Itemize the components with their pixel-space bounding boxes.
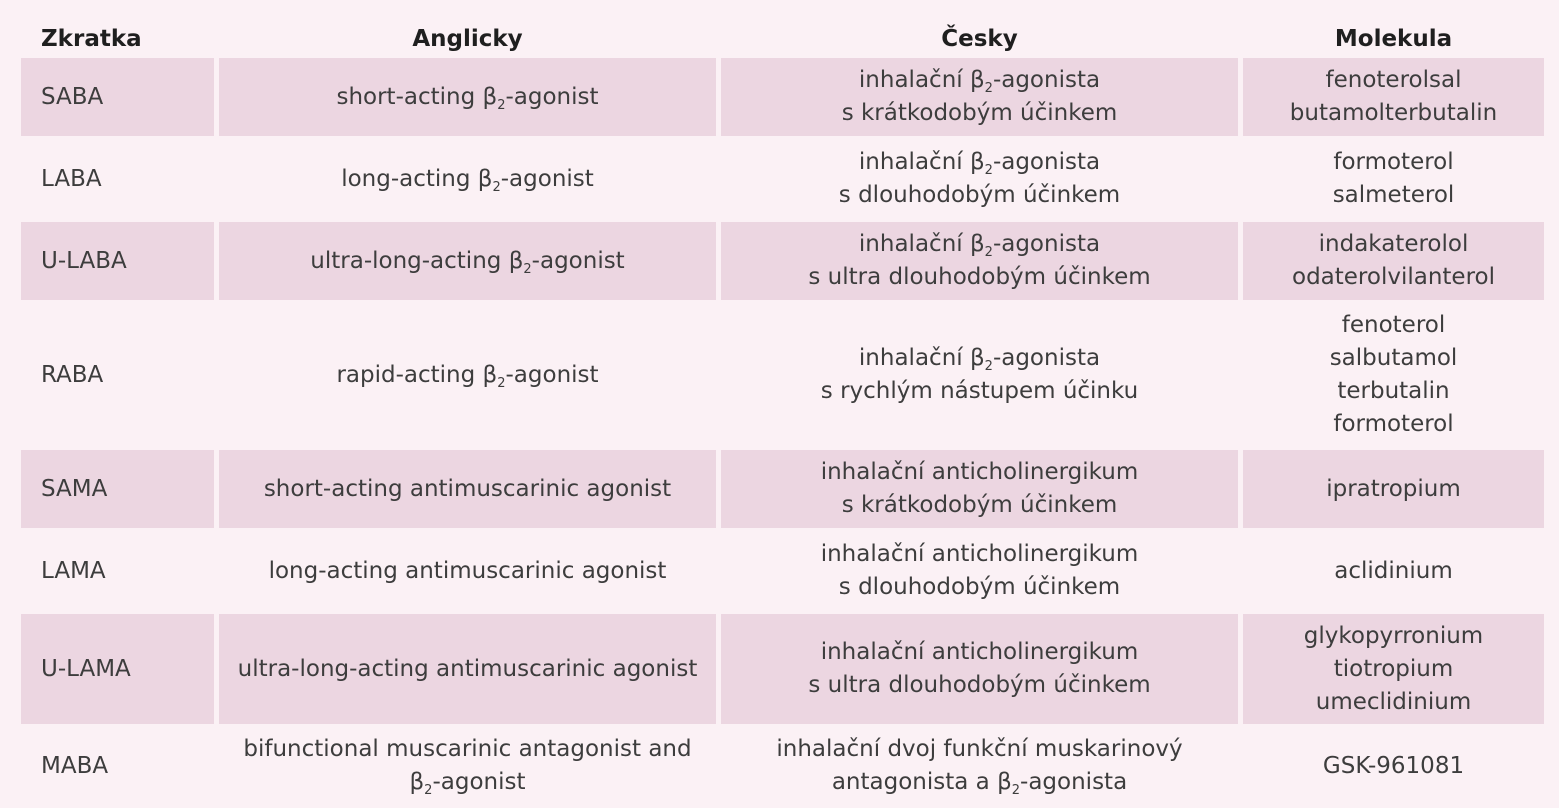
cell-abbreviation: U-LABA: [21, 222, 214, 300]
cell-english: [219, 728, 716, 804]
table-row: [21, 140, 1544, 218]
cell-czech: [721, 614, 1238, 724]
cell-line: short-acting $\beta_2$-agonist: [336, 83, 599, 113]
cell-english: [219, 222, 716, 300]
cell-czech: [721, 450, 1238, 528]
header-cesky: Česky: [941, 26, 1018, 52]
cell-line: butamolterbutalin: [1289, 100, 1498, 126]
cell-english: [219, 140, 716, 218]
cell-line: tiotropium: [1333, 655, 1454, 682]
cell-line: salbutamol: [1329, 345, 1458, 371]
header-molekula: Molekula: [1334, 26, 1453, 52]
header-anglicky: Anglicky: [412, 26, 523, 52]
cell-molecule: [1243, 450, 1544, 528]
cell-line: formoterol: [1333, 149, 1454, 175]
cell-line: s krátkodobým účinkem: [841, 492, 1118, 518]
cell-molecule: [1243, 614, 1544, 724]
table-row: [21, 728, 1544, 804]
cell-abbreviation: SABA: [21, 58, 214, 136]
cell-line: s rychlým nástupem účinku: [820, 378, 1139, 404]
cell-english: [219, 614, 716, 724]
cell-molecule: [1243, 222, 1544, 300]
cell-line: inhalační $\beta_2$-agonista: [858, 149, 1101, 178]
cell-english: [219, 450, 716, 528]
cell-line: short-acting antimuscarinic agonist: [263, 475, 672, 502]
cell-line: $\beta_2$-agonist: [409, 769, 526, 798]
cell-line: rapid-acting $\beta_2$-agonist: [336, 361, 599, 391]
header-zkratka: Zkratka: [41, 26, 142, 52]
cell-czech: [721, 222, 1238, 300]
cell-english: [219, 304, 716, 446]
cell-english: [219, 58, 716, 136]
cell-line: terbutalin: [1337, 378, 1450, 404]
cell-molecule: [1243, 728, 1544, 804]
table-row: [21, 222, 1544, 300]
cell-abbreviation: SAMA: [21, 450, 214, 528]
cell-czech: [721, 532, 1238, 610]
cell-line: umeclidinium: [1315, 688, 1472, 715]
table-row: [21, 532, 1544, 610]
cell-czech: [721, 140, 1238, 218]
cell-line: s dlouhodobým účinkem: [838, 182, 1121, 208]
table-row: [21, 614, 1544, 724]
cell-abbreviation: MABA: [41, 752, 109, 779]
cell-line: inhalační anticholinergikum: [820, 459, 1139, 485]
cell-english: [219, 532, 716, 610]
cell-line: bifunctional muscarinic antagonist and: [243, 736, 692, 762]
cell-line: s dlouhodobým účinkem: [838, 574, 1121, 600]
cell-line: inhalační anticholinergikum: [820, 541, 1139, 567]
cell-czech: [721, 304, 1238, 446]
cell-line: s ultra dlouhodobým účinkem: [808, 264, 1151, 290]
cell-line: formoterol: [1333, 411, 1454, 437]
cell-line: fenoterol: [1341, 312, 1446, 338]
cell-line: ultra-long-acting antimuscarinic agonist: [237, 655, 698, 682]
cell-line: fenoterolsal: [1325, 67, 1462, 93]
cell-abbreviation: LAMA: [41, 557, 106, 584]
cell-czech: [721, 728, 1238, 804]
cell-line: inhalační $\beta_2$-agonista: [858, 345, 1101, 374]
cell-line: inhalační anticholinergikum: [820, 639, 1139, 665]
abbreviation-table: [16, 20, 1549, 808]
cell-line: odaterolvilanterol: [1292, 264, 1495, 290]
cell-line: ultra-long-acting $\beta_2$-agonist: [310, 247, 625, 277]
cell-abbreviation: RABA: [41, 361, 104, 388]
cell-molecule: [1243, 140, 1544, 218]
cell-line: salmeterol: [1332, 182, 1455, 208]
table-row: [21, 450, 1544, 528]
cell-line: antagonista a $\beta_2$-agonista: [831, 769, 1128, 798]
cell-line: glykopyrronium: [1303, 622, 1484, 649]
table-row: [21, 58, 1544, 136]
cell-line: indakaterolol: [1318, 231, 1469, 257]
header-row: [21, 24, 1544, 54]
cell-abbreviation: LABA: [41, 165, 102, 192]
cell-line: aclidinium: [1334, 557, 1453, 584]
cell-line: long-acting $\beta_2$-agonist: [341, 165, 594, 195]
cell-line: inhalační dvoj funkční muskarinový: [776, 736, 1183, 762]
cell-line: ipratropium: [1326, 475, 1461, 502]
cell-molecule: [1243, 58, 1544, 136]
cell-molecule: [1243, 304, 1544, 446]
cell-line: inhalační $\beta_2$-agonista: [858, 231, 1101, 260]
cell-line: GSK-961081: [1322, 752, 1465, 779]
cell-czech: [721, 58, 1238, 136]
cell-line: long-acting antimuscarinic agonist: [268, 557, 667, 584]
cell-line: s krátkodobým účinkem: [841, 100, 1118, 126]
table-row: [21, 304, 1544, 446]
cell-line: s ultra dlouhodobým účinkem: [808, 672, 1151, 698]
cell-abbreviation: U-LAMA: [21, 614, 214, 724]
cell-molecule: [1243, 532, 1544, 610]
cell-line: inhalační $\beta_2$-agonista: [858, 67, 1101, 96]
